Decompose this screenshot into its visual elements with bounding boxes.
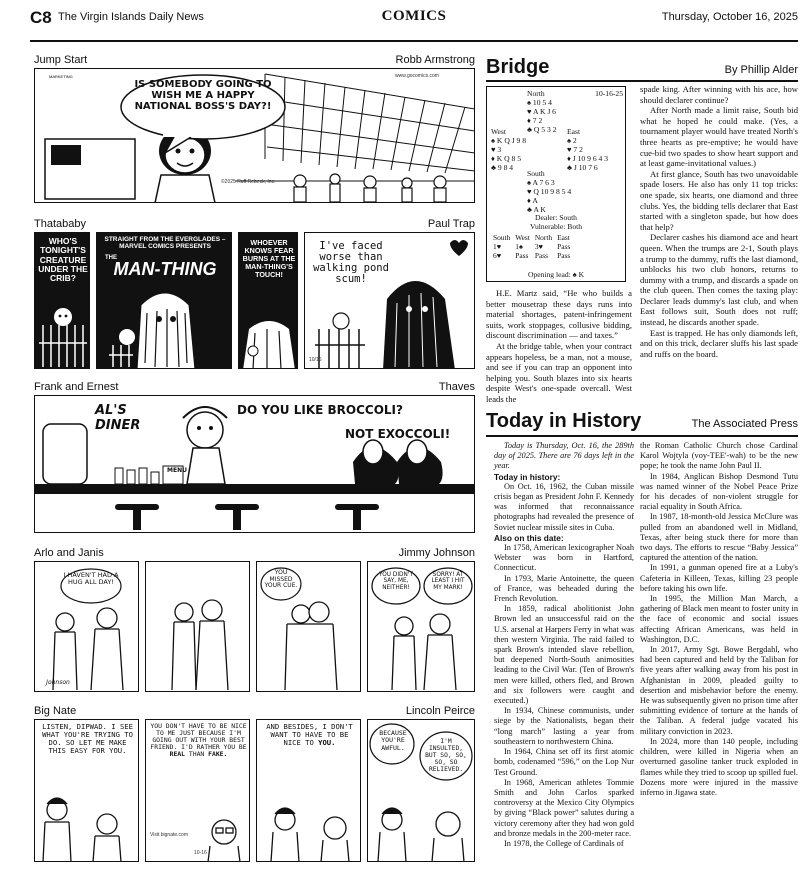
bridge-east-diamonds: ♦ J 10 9 6 4 3 bbox=[567, 154, 609, 163]
strip-title-thatababy: Thatababy bbox=[34, 218, 86, 230]
history-item: In 1793, Marie Antoinette, the queen of France, was beheaded during the French Revolution. bbox=[494, 573, 634, 604]
bridge-north-clubs: ♣ Q 5 3 2 bbox=[527, 125, 557, 134]
section-title: COMICS bbox=[381, 8, 447, 24]
strip-title-jump-start: Jump Start bbox=[34, 54, 88, 66]
history-item: In 1984, Anglican Bishop Desmond Tutu was named winner of the Nobel Peace Prize for his decades of non-violent struggle for racial equality in South Africa. bbox=[640, 471, 798, 512]
frank-and-ernest-speech-1: DO YOU LIKE BROCCOLI? bbox=[237, 403, 403, 417]
big-nate-speech-3-main: AND BESIDES, I DON'T WANT TO HAVE TO BE NICE TO bbox=[266, 722, 353, 747]
bridge-west-diamonds: ♦ K Q 8 5 bbox=[491, 154, 522, 163]
thatababy-panel-2 bbox=[96, 232, 232, 369]
history-item: the Roman Catholic Church chose Cardinal Karol Wojtyla (voy-TEE'-wah) to be the new pope; he took the name John Paul II. bbox=[640, 441, 798, 471]
bridge-vulnerable: Vulnerable: Both bbox=[529, 222, 583, 231]
thatababy-panel-3 bbox=[238, 232, 298, 369]
bridge-byline: By Phillip Alder bbox=[724, 64, 798, 76]
bridge-bidding-table bbox=[493, 233, 575, 260]
history-item: In 2017, Army Sgt. Bowe Bergdahl, who had been captured and held by the Taliban for five years after walking away from his post in Afghanistan in 2009, pleaded guilty to desertion and misbehavior before the enemy. He was subsequently given no prison time after submitting evidence of torture at the hands of the Taliban. A federal judge vacated his military conviction in 2023. bbox=[640, 645, 798, 736]
history-item: In 1964, China set off its first atomic bomb, codenamed “596,” on the Lop Nur Test Ground. bbox=[494, 747, 634, 777]
bridge-paragraph: East is trapped. He has only diamonds left, and on this trick, declarer sluffs his last spade and ruffs on the board. bbox=[640, 327, 798, 359]
bridge-column-1 bbox=[486, 288, 632, 405]
bridge-south-spades: ♠ A 7 6 3 bbox=[527, 178, 555, 187]
bridge-heading: Bridge bbox=[486, 56, 550, 78]
arlo-and-janis-speech-1: I HAVEN'T HAD A HUG ALL DAY! bbox=[63, 571, 119, 587]
history-item: In 1991, a gunman opened fire at a Luby's Cafeteria in Killeen, Texas, killing 23 people before taking his own life. bbox=[640, 563, 798, 593]
arlo-and-janis-speech-4a: YOU DIDN'T SAY, ME, NEITHER! bbox=[379, 572, 413, 591]
history-byline: The Associated Press bbox=[691, 418, 798, 430]
frank-and-ernest-sign: AL'S DINER bbox=[95, 403, 141, 433]
bridge-bid-cell: Pass bbox=[515, 251, 529, 260]
history-item: In 1995, the Million Man March, a gathering of Black men meant to foster unity in the face of economic and social issues affecting African Americans, was held in Washington, D.C. bbox=[640, 594, 798, 644]
strip-author-thatababy: Paul Trap bbox=[427, 218, 475, 230]
thatababy-manthing-art bbox=[97, 233, 232, 369]
history-item: In 1758, American lexicographer Noah Webster was born in Hartford, Connecticut. bbox=[494, 543, 634, 573]
frank-and-ernest-menu: MENU bbox=[167, 467, 187, 474]
big-nate-speech-1: LISTEN, DIPWAD. I SEE WHAT YOU'RE TRYING TO DO. SO LET ME MAKE THIS EASY FOR YOU. bbox=[42, 722, 133, 755]
big-nate-date-code: 10-16 bbox=[194, 850, 207, 856]
history-intro: Today is Thursday, Oct. 16, the 289th day of 2025. There are 76 days left in the year. bbox=[494, 441, 634, 471]
bridge-paragraph: At the bridge table, when your contract appears hopeless, be a man, not a mouse, and see if you can trap an opponent into helping you. South blazes into six hearts despite West's one-spade overcall. West leads the bbox=[486, 340, 632, 404]
history-item: In 1987, 18-month-old Jessica McClure was pulled from an abandoned well in Midland, Texas, after being stuck there for more than two days. The efforts to rescue “Baby Jessica” captured the attention of the nation. bbox=[640, 512, 798, 563]
thatababy-title-the: THE bbox=[105, 255, 117, 261]
history-lead: On Oct. 16, 1962, the Cuban missile crisis began as President John F. Kennedy was informed that reconnaissance photographs had revealed the presence of Soviet nuclear missile sites in Cuba. bbox=[494, 481, 634, 532]
bridge-bid-cell: 1♠ bbox=[515, 242, 523, 251]
jump-start-info-text: MARKETING bbox=[49, 74, 73, 79]
page-number: C8 bbox=[30, 8, 52, 27]
history-item: In 1859, radical abolitionist John Brown led an unsuccessful raid on the U.S. arsenal at Harpers Ferry in what was then western Virginia. The raid failed to spark Brown's intended slave rebellion, but deepened North-South animosities leading to the Civil War. (Ten of Brown's men were killed, others fled, and Brown and six followers were caught and executed.) bbox=[494, 604, 634, 706]
strip-author-arlo-and-janis: Jimmy Johnson bbox=[398, 547, 475, 559]
bridge-paragraph: spade king. After winning with his ace, how should declarer continue? bbox=[640, 84, 798, 105]
bridge-bid-cell: Pass bbox=[534, 251, 548, 260]
big-nate-speech-2-fake: FAKE. bbox=[208, 750, 228, 759]
strip-author-frank-and-ernest: Thaves bbox=[438, 381, 475, 393]
bridge-bid-cell: 3♥ bbox=[534, 242, 543, 251]
bridge-north-spades: ♠ 10 5 4 bbox=[527, 98, 552, 107]
masthead bbox=[30, 6, 798, 42]
big-nate-speech-3 bbox=[260, 723, 359, 747]
bridge-paragraph: After North made a limit raise, South bid what he hoped he could make. (Yes, a tournament player would have treated North's three hearts as pre-emptive; he would have cue-bid two spades to show heart support and at least game-invitational values.) bbox=[640, 105, 798, 169]
big-nate-speech-4b: I'M INSULTED, BUT SO, SO, SO, SO RELIEVED. bbox=[425, 738, 467, 774]
thatababy-speech-4: I've faced worse than walking pond scum! bbox=[313, 240, 389, 286]
history-heading: Today in History bbox=[486, 410, 642, 432]
bridge-north-hearts: ♥ A K J 6 bbox=[527, 107, 556, 116]
jump-start-speech: IS SOMEBODY GOING TO WISH ME A HAPPY NATIONAL BOSS'S DAY?! bbox=[134, 79, 272, 113]
newspaper-name: The Virgin Islands Daily News bbox=[58, 11, 204, 23]
strip-author-big-nate: Lincoln Peirce bbox=[405, 705, 475, 717]
arlo-and-janis-speech-4b: SORRY! AT LEAST I HIT MY MARK! bbox=[431, 572, 465, 591]
bridge-opening-lead: Opening lead: ♠ K bbox=[527, 270, 585, 279]
frank-and-ernest-panel bbox=[34, 395, 475, 533]
bridge-west-hearts: ♥ 3 bbox=[491, 145, 502, 154]
jump-start-copyright: ©2025 Ruff Rebeck, Inc. bbox=[221, 179, 276, 185]
big-nate-panel-4 bbox=[367, 719, 475, 862]
bridge-south-hand bbox=[527, 169, 571, 214]
bridge-north-label: North bbox=[527, 89, 545, 98]
arlo-and-janis-panel-3 bbox=[256, 561, 361, 692]
bridge-bid-header: East bbox=[557, 233, 570, 242]
bridge-bid-cell: 6♥ bbox=[493, 251, 502, 260]
history-kicker-today: Today in history: bbox=[494, 471, 561, 482]
bridge-bid-cell: Pass bbox=[557, 251, 571, 260]
big-nate-website: Visit bignate.com bbox=[150, 832, 188, 838]
thatababy-caption-2: STRAIGHT FROM THE EVERGLADES – MARVEL COMICS PRESENTS bbox=[104, 236, 226, 251]
big-nate-speech-2-than: THAN bbox=[188, 750, 205, 759]
bridge-east-hearts: ♥ 7 2 bbox=[567, 145, 583, 154]
bridge-west-spades: ♠ K Q J 9 8 bbox=[491, 136, 527, 145]
bridge-rule bbox=[486, 80, 798, 82]
big-nate-speech-2-real: REAL bbox=[169, 750, 186, 759]
bridge-south-hearts: ♥ Q 10 9 8 5 4 bbox=[527, 187, 572, 196]
history-kicker-also: Also on this date: bbox=[494, 532, 564, 543]
bridge-bid-cell: 1♥ bbox=[493, 242, 502, 251]
issue-date: Thursday, October 16, 2025 bbox=[661, 11, 798, 23]
bridge-date-code: 10-16-25 bbox=[595, 89, 623, 98]
thatababy-date-code: 10/16 bbox=[309, 357, 322, 363]
arlo-and-janis-speech-3: YOU MISSED YOUR CUE. bbox=[264, 569, 298, 590]
arlo-and-janis-panel-1 bbox=[34, 561, 139, 692]
thatababy-caption-3: WHOEVER KNOWS FEAR BURNS AT THE MAN-THING'S TOUCH! bbox=[242, 238, 296, 279]
thatababy-caption-1: WHO'S TONIGHT'S CREATURE UNDER THE CRIB? bbox=[38, 236, 88, 284]
history-rule bbox=[486, 435, 798, 437]
bridge-bid-header: South bbox=[493, 233, 511, 242]
arlo-and-janis-signature: Johnson bbox=[46, 679, 70, 686]
bridge-diagram bbox=[486, 86, 626, 282]
bridge-bid-cell: Pass bbox=[557, 242, 571, 251]
bridge-paragraph: Declarer cashes his diamond ace and heart queen. When the trumps are 2-1, South plays a trump to the dummy, ruffs the last diamond, unblocks his two club honors, returns to dummy with a trump, and discards a spade on the club queen. Then comes the taxing play: Declarer leads dummy's last club, and when East follows suit, South does not ruff; instead, he discards another spade. bbox=[640, 232, 798, 328]
bridge-bid-row bbox=[493, 251, 575, 260]
bridge-paragraph: H.E. Martz said, “He who builds a better mousetrap these days runs into material shortages, patent-infringement suits, work stoppages, collusive bidding, discount discrimination — and taxes.” bbox=[486, 288, 632, 341]
thatababy-panel-4 bbox=[304, 232, 475, 369]
bridge-east-label: East bbox=[567, 127, 581, 136]
history-column-1 bbox=[494, 441, 634, 849]
bridge-north-diamonds: ♦ 7 2 bbox=[527, 116, 543, 125]
bridge-west-clubs: ♣ 9 8 4 bbox=[491, 163, 514, 172]
thatababy-title-manthing: MAN-THING bbox=[113, 259, 217, 279]
history-item: In 1968, American athletes Tommie Smith and John Carlos sparked controversy at the Mexico City Olympics by giving “Black power” salutes during a victory ceremony after they had won gold and bronze medals in the 200-meter race. bbox=[494, 777, 634, 838]
big-nate-panel-2 bbox=[145, 719, 250, 862]
arlo-and-janis-panel-2 bbox=[145, 561, 250, 692]
jump-start-panel bbox=[34, 68, 475, 203]
frank-and-ernest-speech-2: NOT EXOCCOLI! bbox=[345, 427, 451, 441]
bridge-bid-header: West bbox=[515, 233, 530, 242]
big-nate-speech-4a: BECAUSE YOU'RE AWFUL. bbox=[379, 729, 407, 752]
bridge-south-clubs: ♣ A K bbox=[527, 205, 546, 214]
bridge-west-label: West bbox=[491, 127, 506, 136]
bridge-west-hand bbox=[491, 127, 526, 172]
bridge-east-hand bbox=[567, 127, 608, 172]
jump-start-website: www.gocomics.com bbox=[395, 73, 439, 79]
big-nate-speech-3-you: YOU. bbox=[318, 737, 336, 747]
bridge-bid-header: North bbox=[534, 233, 553, 242]
bridge-column-2 bbox=[640, 84, 798, 359]
strip-author-jump-start: Robb Armstrong bbox=[395, 54, 475, 66]
bridge-south-label: South bbox=[527, 169, 545, 178]
history-item: In 1978, the College of Cardinals of bbox=[504, 838, 624, 848]
bridge-paragraph: At first glance, South has two unavoidable spade losers. He also has only 11 top tricks: one spade, six hearts, one diamond and three clubs. Yes, the bidding tells declarer that East started with a singleton spade, but how does that help? bbox=[640, 168, 798, 232]
history-item: In 1934, Chinese communists, under siege by the Nationalists, began their “long march” lasting a year from southeastern to northwestern China. bbox=[494, 706, 634, 746]
strip-title-arlo-and-janis: Arlo and Janis bbox=[34, 547, 104, 559]
history-column-2 bbox=[640, 441, 798, 798]
arlo-and-janis-panel-4 bbox=[367, 561, 475, 692]
bridge-east-clubs: ♣ J 10 7 6 bbox=[567, 163, 598, 172]
strip-title-big-nate: Big Nate bbox=[34, 705, 77, 717]
bridge-dealer: Dealer: South bbox=[535, 213, 577, 222]
history-item: In 2024, more than 140 people, including children, were killed in Nigeria when an overturned gasoline tanker truck exploded in flames while they tried to scoop up spilled fuel. Dozens more were injured in the massive inferno in Jigawa state. bbox=[640, 736, 798, 797]
thatababy-panel-1 bbox=[34, 232, 90, 369]
big-nate-panel-1 bbox=[34, 719, 139, 862]
bridge-bid-row bbox=[493, 242, 575, 251]
big-nate-panel-3 bbox=[256, 719, 361, 862]
arlo-and-janis-couple-2-art bbox=[146, 562, 250, 692]
strip-title-frank-and-ernest: Frank and Ernest bbox=[34, 381, 119, 393]
big-nate-speech-2-main: YOU DON'T HAVE TO BE NICE TO ME JUST BECAUSE I'M GOING OUT WITH YOUR BEST FRIEND. I'D RATHER YOU BE bbox=[150, 722, 247, 752]
bridge-south-diamonds: ♦ A bbox=[527, 196, 538, 205]
bridge-east-spades: ♠ 2 bbox=[567, 136, 577, 145]
big-nate-speech-2 bbox=[149, 723, 248, 758]
bridge-bid-header-row bbox=[493, 233, 575, 242]
